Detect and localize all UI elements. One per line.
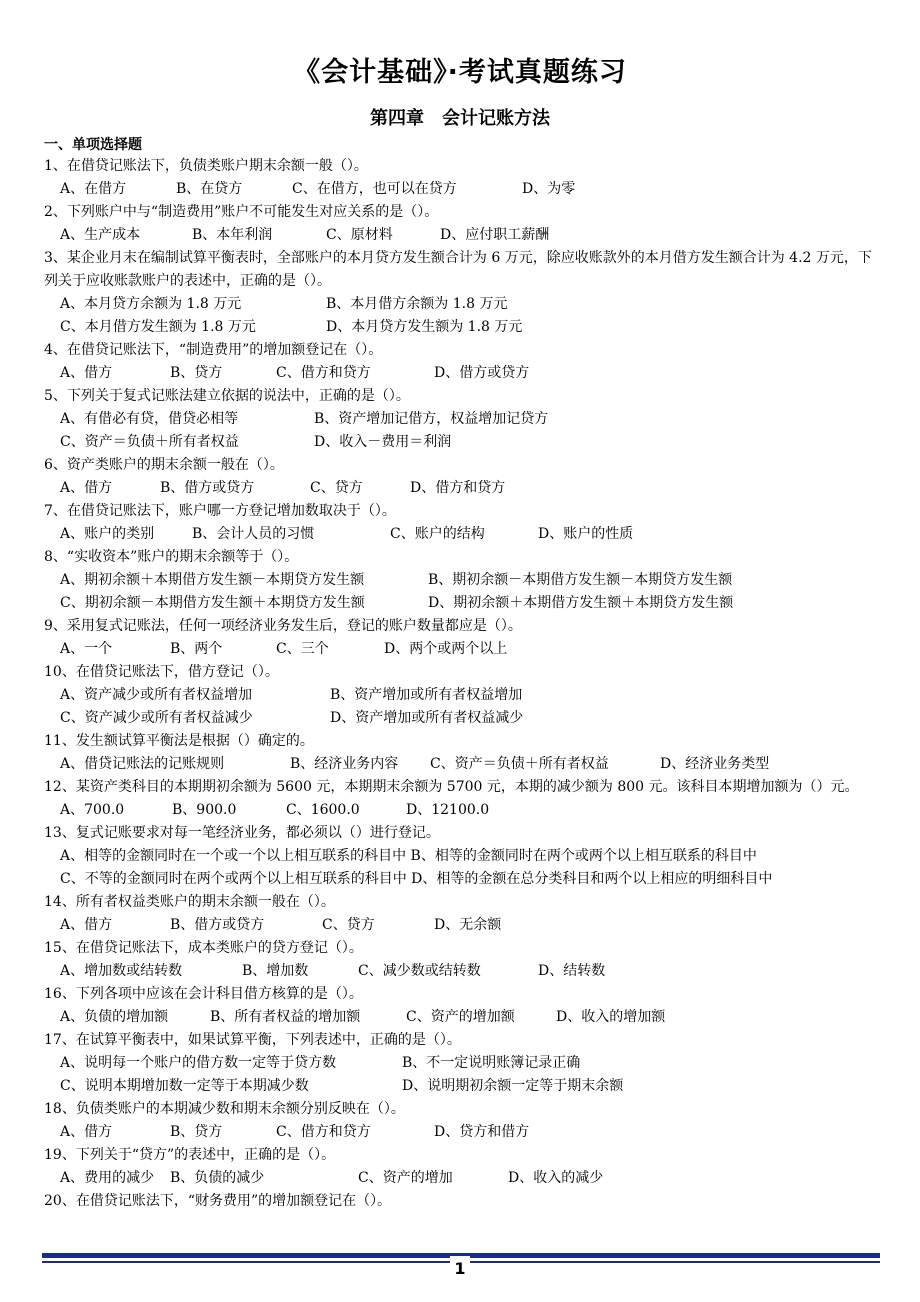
answer-option: D、收入－费用＝利润 <box>314 434 452 450</box>
question-text: 11、发生额试算平衡法是根据（）确定的。 <box>44 733 314 749</box>
option-line <box>44 1167 884 1190</box>
question-text: 6、资产类账户的期末余额一般在（）。 <box>44 457 284 473</box>
answer-option: D、借方和贷方 <box>410 480 506 496</box>
answer-option: C、资产的增加 <box>358 1170 453 1186</box>
answer-option: A、增加数或结转数 <box>60 963 183 979</box>
page-title: 《会计基础》·考试真题练习 <box>293 57 627 88</box>
page-number: 1 <box>450 1256 470 1280</box>
option-line <box>44 316 884 339</box>
answer-option: C、资产的增加额 <box>406 1009 515 1025</box>
answer-option: A、借方 <box>60 365 113 381</box>
answer-option: D、本月贷方发生额为 1.8 万元 <box>326 319 523 335</box>
answer-option: D、两个或两个以上 <box>384 641 508 657</box>
question-text: 3、某企业月末在编制试算平衡表时，全部账户的本月贷方发生额合计为 6 万元，除应收账款外的本月借方发生额合计为 4.2 万元，下列关于应收账款账户的表述中，正确的是（）。 <box>44 250 872 289</box>
answer-option: A、生产成本 <box>60 227 141 243</box>
answer-option: D、资产增加或所有者权益减少 <box>330 710 524 726</box>
option-line <box>44 293 884 316</box>
option-line <box>44 914 884 937</box>
option-line <box>44 569 884 592</box>
chapter-heading: 第四章 会计记账方法 <box>370 108 550 129</box>
answer-option: D、期初余额＋本期借方发生额＋本期贷方发生额 <box>428 595 734 611</box>
option-line <box>44 523 884 546</box>
answer-option: A、账户的类别 <box>60 526 155 542</box>
answer-option: C、本月借方发生额为 1.8 万元 <box>60 319 256 335</box>
answer-option: C、原材料 <box>326 227 393 243</box>
answer-option: C、减少数或结转数 <box>358 963 481 979</box>
answer-option: C、账户的结构 <box>390 526 485 542</box>
answer-option: B、本年利润 <box>192 227 273 243</box>
answer-option: B、在贷方 <box>176 181 243 197</box>
answer-option: A、700.0 <box>60 802 125 818</box>
answer-option: B、借方或贷方 <box>170 917 265 933</box>
answer-option: A、在借方 <box>60 181 127 197</box>
answer-option: C、资产＝负债＋所有者权益 <box>430 756 609 772</box>
option-line <box>44 845 884 868</box>
question-text: 14、所有者权益类账户的期末余额一般在（）。 <box>44 894 335 910</box>
question-text: 19、下列关于“贷方”的表述中，正确的是（）。 <box>44 1147 336 1163</box>
question-text: 12、某资产类科目的本期期初余额为 5600 元，本期期末余额为 5700 元，本期的减少额为 800 元。该科目本期增加额为（）元。 <box>44 779 859 795</box>
answer-option: C、三个 <box>276 641 329 657</box>
answer-option: D、12100.0 <box>406 802 490 818</box>
answer-option: C、资产减少或所有者权益减少 <box>60 710 253 726</box>
option-line <box>44 638 884 661</box>
option-line <box>44 1006 884 1029</box>
answer-option: A、借贷记账法的记账规则 <box>60 756 225 772</box>
question-text: 10、在借贷记账法下，借方登记（）。 <box>44 664 279 680</box>
option-line <box>44 362 884 385</box>
answer-option: D、经济业务类型 <box>660 756 770 772</box>
answer-option: A、负债的增加额 <box>60 1009 169 1025</box>
answer-option: C、1600.0 <box>286 802 360 818</box>
answer-option: B、两个 <box>170 641 223 657</box>
option-line <box>44 868 884 891</box>
answer-option: B、经济业务内容 <box>290 756 399 772</box>
answer-option: C、在借方，也可以在贷方 <box>292 181 457 197</box>
answer-option: B、资产增加或所有者权益增加 <box>330 687 523 703</box>
answer-option: C、资产＝负债＋所有者权益 <box>60 434 239 450</box>
question-list <box>44 155 884 1213</box>
answer-option: D、贷方和借方 <box>434 1124 530 1140</box>
option-line <box>44 477 884 500</box>
answer-option: A、借方 <box>60 480 113 496</box>
answer-option: C、借方和贷方 <box>276 365 371 381</box>
answer-option: D、结转数 <box>538 963 606 979</box>
answer-option: D、说明期初余额一定等于期末余额 <box>402 1078 624 1094</box>
answer-option: B、本月借方余额为 1.8 万元 <box>326 296 508 312</box>
question-text: 9、采用复式记账法，任何一项经济业务发生后，登记的账户数量都应是（）。 <box>44 618 522 634</box>
question-text: 18、负债类账户的本期减少数和期末余额分别反映在（）。 <box>44 1101 405 1117</box>
answer-option: B、负债的减少 <box>170 1170 265 1186</box>
option-line <box>44 408 884 431</box>
option-line <box>44 753 884 776</box>
answer-option: D、收入的减少 <box>508 1170 604 1186</box>
answer-option: C、期初余额－本期借方发生额＋本期贷方发生额 <box>60 595 365 611</box>
answer-option: A、借方 <box>60 1124 113 1140</box>
answer-option: A、一个 <box>60 641 113 657</box>
question-text: 1、在借贷记账法下，负债类账户期末余额一般（）。 <box>44 158 368 174</box>
answer-option: B、不一定说明账簿记录正确 <box>402 1055 581 1071</box>
answer-option: A、说明每一个账户的借方数一定等于贷方数 <box>60 1055 337 1071</box>
answer-option: C、不等的金额同时在两个或两个以上相互联系的科目中 D、相等的金额在总分类科目和两个以上相应的明细科目中 <box>60 871 773 887</box>
answer-option: C、借方和贷方 <box>276 1124 371 1140</box>
question-text: 15、在借贷记账法下，成本类账户的贷方登记（）。 <box>44 940 363 956</box>
question-text: 20、在借贷记账法下，“财务费用”的增加额登记在（）。 <box>44 1193 392 1209</box>
answer-option: B、会计人员的习惯 <box>192 526 315 542</box>
answer-option: D、收入的增加额 <box>556 1009 666 1025</box>
option-line <box>44 799 884 822</box>
question-text: 5、下列关于复式记账法建立依据的说法中，正确的是（）。 <box>44 388 410 404</box>
answer-option: D、应付职工薪酬 <box>440 227 550 243</box>
option-line <box>44 707 884 730</box>
answer-option: B、贷方 <box>170 365 223 381</box>
option-line <box>44 178 884 201</box>
option-line <box>44 960 884 983</box>
answer-option: C、说明本期增加数一定等于本期减少数 <box>60 1078 309 1094</box>
question-text: 8、“实收资本”账户的期末余额等于（）。 <box>44 549 299 565</box>
answer-option: A、有借必有贷，借贷必相等 <box>60 411 239 427</box>
answer-option: D、无余额 <box>434 917 502 933</box>
answer-option: A、资产减少或所有者权益增加 <box>60 687 253 703</box>
answer-option: C、贷方 <box>310 480 363 496</box>
answer-option: B、900.0 <box>172 802 237 818</box>
answer-option: C、贷方 <box>322 917 375 933</box>
question-text: 2、下列账户中与“制造费用”账户不可能发生对应关系的是（）。 <box>44 204 439 220</box>
answer-option: A、借方 <box>60 917 113 933</box>
option-line <box>44 1052 884 1075</box>
answer-option: B、所有者权益的增加额 <box>210 1009 361 1025</box>
answer-option: D、借方或贷方 <box>434 365 530 381</box>
answer-option: B、增加数 <box>242 963 309 979</box>
answer-option: B、借方或贷方 <box>160 480 255 496</box>
question-text: 4、在借贷记账法下，“制造费用”的增加额登记在（）。 <box>44 342 383 358</box>
question-text: 7、在借贷记账法下，账户哪一方登记增加数取决于（）。 <box>44 503 396 519</box>
answer-option: D、为零 <box>522 181 576 197</box>
answer-option: A、相等的金额同时在一个或一个以上相互联系的科目中 B、相等的金额同时在两个或两个以上相互联系的科目中 <box>60 848 757 864</box>
question-text: 16、下列各项中应该在会计科目借方核算的是（）。 <box>44 986 363 1002</box>
answer-option: A、本月贷方余额为 1.8 万元 <box>60 296 242 312</box>
answer-option: D、账户的性质 <box>538 526 634 542</box>
answer-option: A、费用的减少 <box>60 1170 155 1186</box>
option-line <box>44 431 884 454</box>
option-line <box>44 1075 884 1098</box>
question-text: 13、复式记账要求对每一笔经济业务，都必须以（）进行登记。 <box>44 825 440 841</box>
section-heading: 一、单项选择题 <box>44 137 142 153</box>
option-line <box>44 224 884 247</box>
option-line <box>44 592 884 615</box>
answer-option: A、期初余额＋本期借方发生额－本期贷方发生额 <box>60 572 365 588</box>
answer-option: B、贷方 <box>170 1124 223 1140</box>
answer-option: B、期初余额－本期借方发生额－本期贷方发生额 <box>428 572 733 588</box>
question-text: 17、在试算平衡表中，如果试算平衡，下列表述中，正确的是（）。 <box>44 1032 461 1048</box>
answer-option: B、资产增加记借方，权益增加记贷方 <box>314 411 549 427</box>
option-line <box>44 1121 884 1144</box>
option-line <box>44 684 884 707</box>
